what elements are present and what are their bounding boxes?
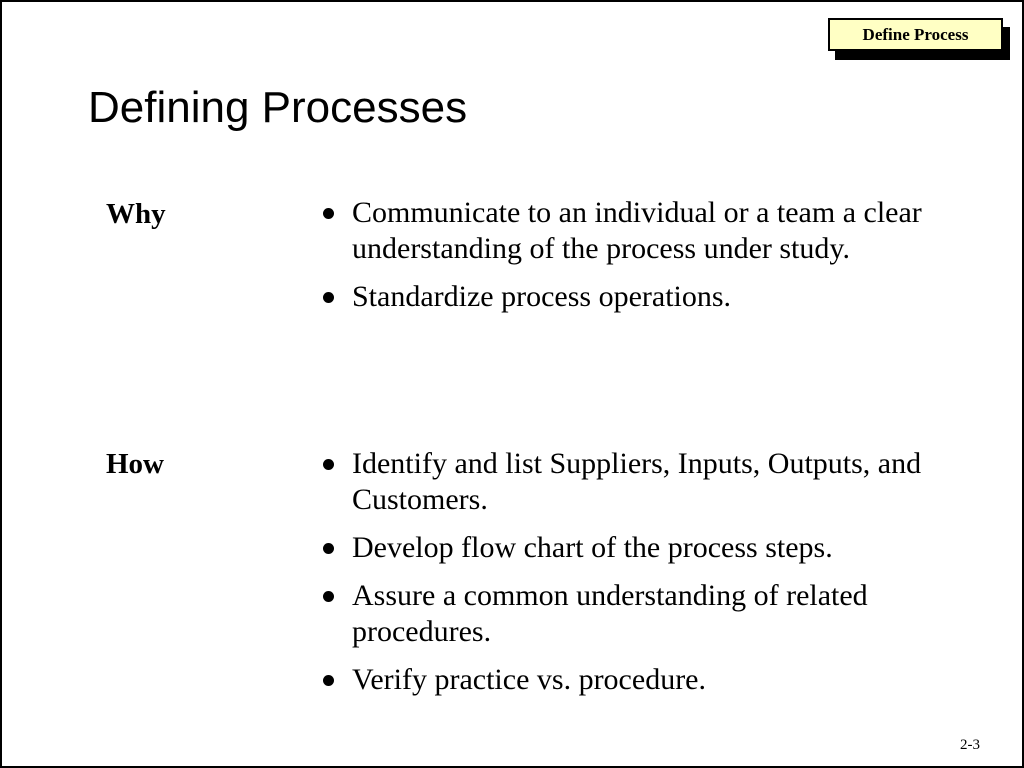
how-bullet-item [320, 530, 980, 566]
page-number: 2-3 [960, 737, 980, 753]
how-bullet-list [320, 446, 980, 710]
bullet-text: Standardize process operations. [352, 280, 732, 313]
bullet-dot-icon [323, 292, 334, 303]
why-bullet-item [320, 195, 980, 267]
why-bullet-list [320, 195, 980, 327]
section-tag: Define Process [828, 18, 1003, 51]
slide-title: Defining Processes [88, 83, 468, 132]
how-label: How [106, 448, 164, 480]
why-label: Why [106, 198, 166, 230]
bullet-text: Assure a common understanding of related procedures. [352, 579, 868, 648]
bullet-dot-icon [323, 543, 334, 554]
bullet-text: Develop flow chart of the process steps. [352, 531, 833, 564]
bullet-text: Identify and list Suppliers, Inputs, Outputs, and Customers. [352, 447, 922, 516]
how-bullet-item [320, 446, 980, 518]
how-bullet-item [320, 578, 980, 650]
bullet-dot-icon [323, 675, 334, 686]
bullet-dot-icon [323, 208, 334, 219]
why-bullet-item [320, 279, 980, 315]
bullet-dot-icon [323, 591, 334, 602]
bullet-dot-icon [323, 459, 334, 470]
bullet-text: Communicate to an individual or a team a clear understanding of the process under study. [352, 196, 922, 265]
section-tag-container [828, 18, 1003, 51]
how-bullet-item [320, 662, 980, 698]
bullet-text: Verify practice vs. procedure. [352, 663, 706, 696]
